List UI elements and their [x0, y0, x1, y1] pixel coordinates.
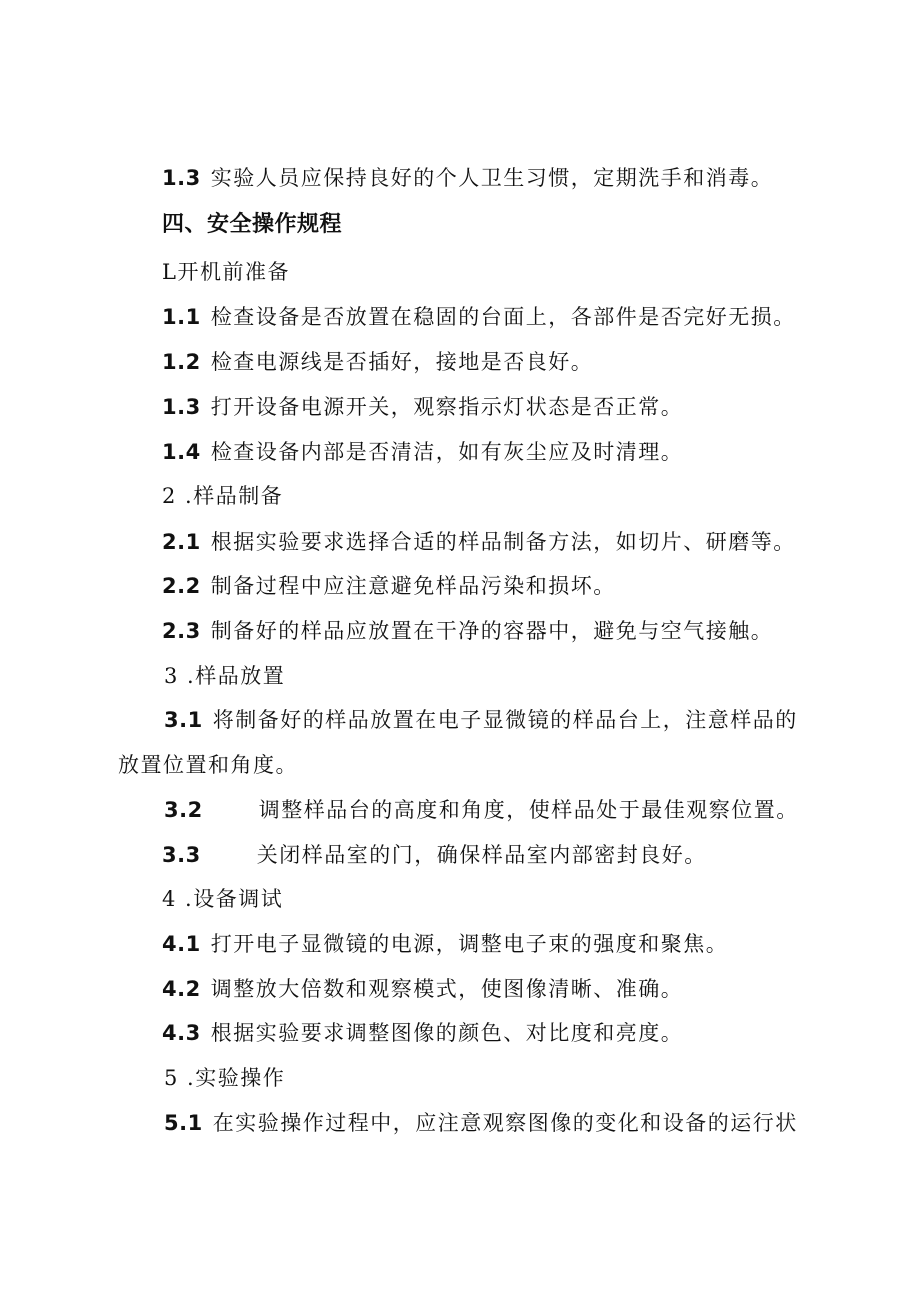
clause-line: 1.1 检查设备是否放置在稳固的台面上，各部件是否完好无损。 [162, 305, 796, 329]
clause-line: 4.2 调整放大倍数和观察模式，使图像清晰、准确。 [162, 977, 684, 1001]
clause-line: 5.1 在实验操作过程中，应注意观察图像的变化和设备的运行状 [164, 1111, 798, 1135]
subsection-title: 5 .实验操作 [164, 1066, 286, 1090]
clause-line: 3.2 调整样品台的高度和角度，使样品处于最佳观察位置。 [164, 798, 799, 822]
subsection-title: 3 .样品放置 [164, 664, 286, 688]
clause-line: 1.4 检查设备内部是否清洁，如有灰尘应及时清理。 [162, 440, 684, 464]
clause-line: 2.1 根据实验要求选择合适的样品制备方法，如切片、研磨等。 [162, 530, 796, 554]
clause-line: 1.2 检查电源线是否插好，接地是否良好。 [162, 350, 594, 374]
clause-line: 1.3 打开设备电源开关，观察指示灯状态是否正常。 [162, 395, 684, 419]
clause-line: 1.3 实验人员应保持良好的个人卫生习惯，定期洗手和消毒。 [162, 166, 774, 190]
subsection-title: 2 .样品制备 [162, 484, 284, 508]
clause-line: 2.2 制备过程中应注意避免样品污染和损坏。 [162, 574, 616, 598]
subsection-title: 4 .设备调试 [162, 887, 284, 911]
clause-line: 4.1 打开电子显微镜的电源，调整电子束的强度和聚焦。 [162, 932, 729, 956]
section-heading: 四、安全操作规程 [162, 212, 343, 237]
clause-line: 3.1 将制备好的样品放置在电子显微镜的样品台上，注意样品的 [164, 708, 798, 732]
clause-line: 2.3 制备好的样品应放置在干净的容器中，避免与空气接触。 [162, 619, 774, 643]
subsection-title: L开机前准备 [162, 260, 290, 284]
clause-line: 3.3 关闭样品室的门，确保样品室内部密封良好。 [162, 843, 707, 867]
clause-line: 4.3 根据实验要求调整图像的颜色、对比度和亮度。 [162, 1021, 684, 1045]
clause-continuation: 放置位置和角度。 [118, 753, 298, 777]
